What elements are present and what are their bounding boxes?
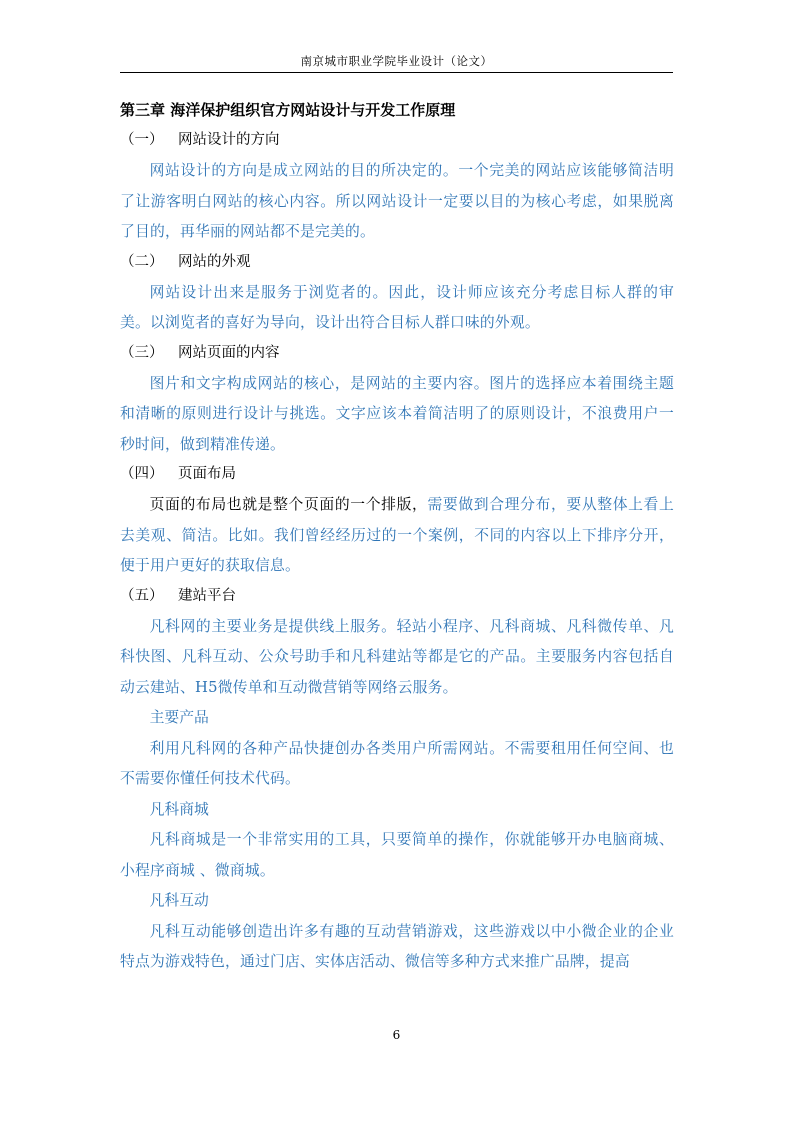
section-body-4-blue: 需要做到合理分布，要从整体上看上去美观、简洁。比如。我们曾经经历过的一个案例，不同的内容以上下排序分开，便于用户更好的获取信息。 [120, 496, 674, 574]
section-body-4-black: 页面的布局也就是整个页面的一个排版， [149, 496, 428, 513]
product-body-2: 凡科商城是一个非常实用的工具，只要简单的操作，你就能够开办电脑商城、小程序商城 、微商城。 [120, 831, 674, 879]
section-body-1: 网站设计的方向是成立网站的目的所决定的。一个完美的网站应该能够简洁明了让游客明白网站的核心内容。所以网站设计一定要以目的为核心考虑，如果脱离了目的，再华丽的网站都不是完美的。 [120, 162, 674, 240]
section-number: （五） [120, 587, 164, 604]
page-header: 南京城市职业学院毕业设计（论文） [300, 54, 493, 68]
section-title: 网站设计的方向 [178, 132, 280, 148]
section-number: （三） [120, 344, 164, 361]
product-title-2: 凡科商城 [149, 800, 209, 818]
section-title: 网站页面的内容 [178, 344, 280, 361]
section-title: 页面布局 [178, 466, 236, 482]
section-number: （一） [120, 132, 164, 148]
chapter-title: 第三章 海洋保护组织官方网站设计与开发工作原理 [120, 101, 456, 119]
section-heading-2 [120, 252, 674, 272]
header-rule [120, 72, 673, 73]
section-body-2: 网站设计出来是服务于浏览者的。因此，设计师应该充分考虑目标人群的审美。以浏览者的喜好为导向，设计出符合目标人群口味的外观。 [120, 283, 674, 331]
section-title: 网站的外观 [178, 253, 251, 270]
section-heading-4 [120, 464, 674, 484]
product-body-3: 凡科互动能够创造出许多有趣的互动营销游戏，这些游戏以中小微企业的企业特点为游戏特色，通过门店、实体店活动、微信等多种方式来推广品牌，提高 [120, 922, 674, 970]
product-body-1: 利用凡科网的各种产品快捷创办各类用户所需网站。不需要租用任何空间、也不需要你懂任何技术代码。 [120, 739, 674, 787]
section-number: （四） [120, 466, 164, 482]
section-body-3: 图片和文字构成网站的核心，是网站的主要内容。图片的选择应本着围绕主题和清晰的原则进行设计与挑选。文字应该本着简洁明了的原则设计，不浪费用户一秒时间，做到精准传递。 [120, 374, 674, 453]
page-number: 6 [392, 1028, 401, 1042]
section-body-5: 凡科网的主要业务是提供线上服务。轻站小程序、凡科商城、凡科微传单、凡科快图、凡科互动、公众号助手和凡科建站等都是它的产品。主要服务内容包括自动云建站、H5微传单和互动微营销等网络云服务。 [120, 617, 674, 696]
section-body-4 [120, 490, 674, 582]
section-heading-5 [120, 586, 674, 606]
section-title: 建站平台 [178, 587, 236, 604]
section-heading-3 [120, 343, 674, 363]
product-title-1: 主要产品 [149, 709, 209, 726]
section-heading-1 [120, 130, 674, 150]
product-title-3: 凡科互动 [149, 892, 209, 909]
page-content [120, 100, 674, 978]
section-number: （二） [120, 253, 164, 270]
